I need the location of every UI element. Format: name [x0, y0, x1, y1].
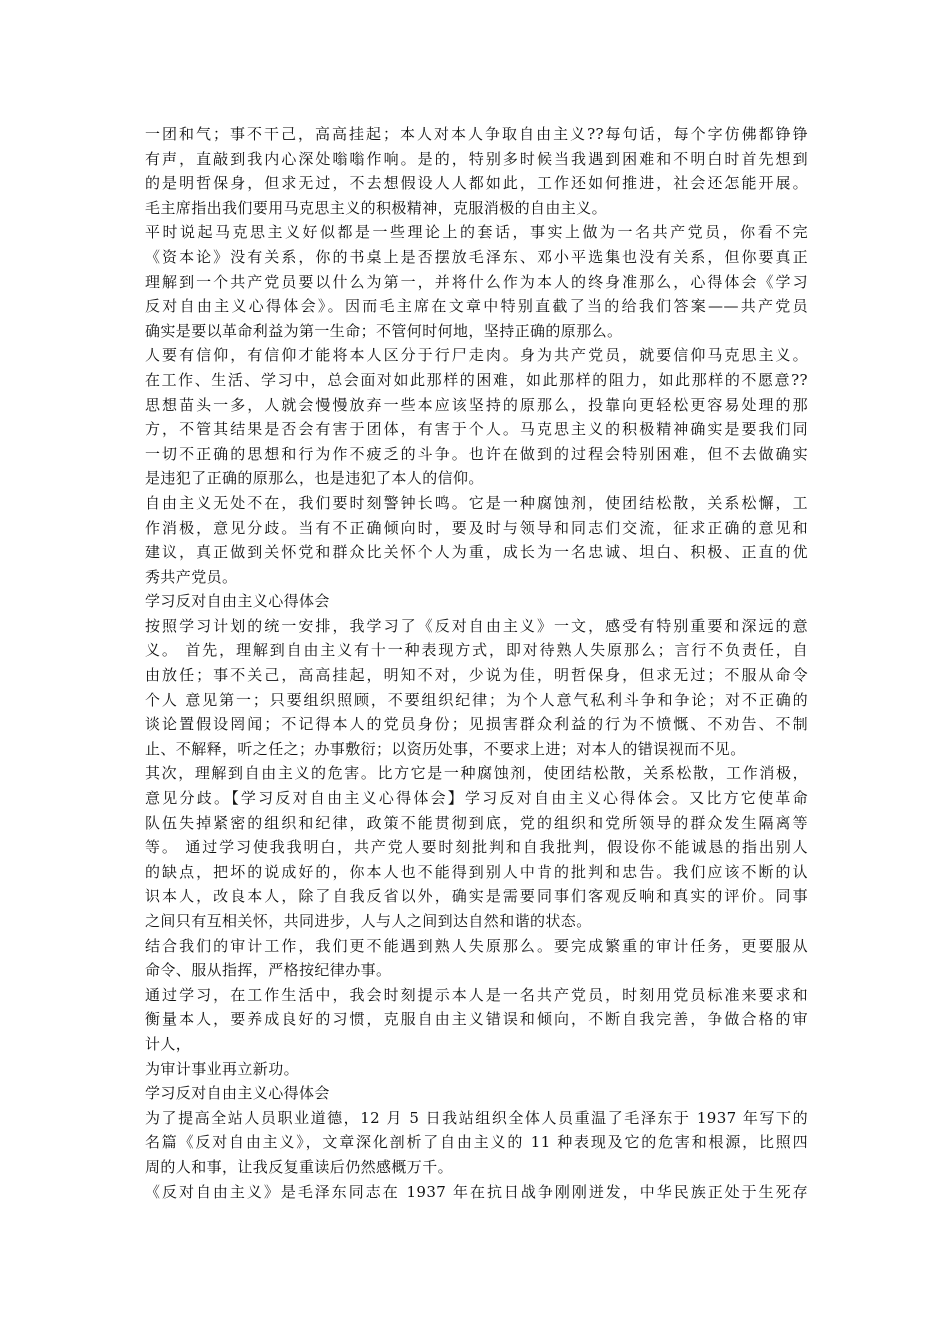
text-line: 衡量本人，要养成良好的习惯，克服自由主义错误和倾向，不断自我完善，争做合格的审 [145, 1010, 808, 1029]
text-line: 一切不正确的思想和行为作不疲乏的斗争。也许在做到的过程会特别困难，但不去做确实 [145, 444, 808, 463]
text-line: 有声，直敲到我内心深处嗡嗡作响。是的，特别多时候当我遇到困难和不明白时首先想到 [145, 149, 808, 168]
text-line: 为审计事业再立新功。 [145, 1059, 300, 1078]
text-line: 是违犯了正确的原那么，也是违犯了本人的信仰。 [145, 469, 484, 488]
text-line: 其次，理解到自由主义的危害。比方它是一种腐蚀剂，使团结松散，关系松散，工作消极， [145, 764, 808, 783]
text-line: 计人， [145, 1034, 192, 1053]
text-line: 队伍失掉紧密的组织和纪律，政策不能贯彻到底，党的组织和党所领导的群众发生隔离等 [145, 813, 808, 832]
text-line: 自由主义无处不在，我们要时刻警钟长鸣。它是一种腐蚀剂，使团结松散，关系松懈，工 [145, 493, 808, 512]
text-line: 方，不管其结果是否会有害于团体，有害于个人。马克思主义的积极精神确实是要我们同 [145, 420, 808, 439]
text-line: 建议，真正做到关怀党和群众比关怀个人为重，成长为一名忠诚、坦白、积极、正直的优 [145, 543, 808, 562]
text-line: 结合我们的审计工作，我们更不能遇到熟人失原那么。要完成繁重的审计任务，更要服从 [145, 936, 808, 955]
text-line: 的是明哲保身，但求无过，不去想假设人人都如此，工作还如何推进，社会还怎能开展。 [145, 174, 808, 193]
text-line: 作消极，意见分歧。当有不正确倾向时，要及时与领导和同志们交流，征求正确的意见和 [145, 518, 808, 537]
text-line: 确实是要以革命利益为第一生命；不管何时何地，坚持正确的原那么。 [145, 321, 623, 340]
text-line: 理解到一个共产党员要以什么为第一，并将什么作为本人的终身准那么，心得体会《学习 [145, 272, 808, 291]
section-heading: 学习反对自由主义心得体会 [145, 1084, 330, 1103]
text-line: 《反对自由主义》是毛泽东同志在 1937 年在抗日战争刚刚迸发，中华民族正处于生死存 [145, 1182, 808, 1201]
text-line: 为了提高全站人员职业道德，12 月 5 日我站组织全体人员重温了毛泽东于 1937 年写下的 [145, 1108, 808, 1127]
text-line: 个人 意见第一；只要组织照顾，不要组织纪律；为个人意气私利斗争和争论；对不正确的 [145, 690, 808, 709]
text-line: 通过学习，在工作生活中，我会时刻提示本人是一名共产党员，时刻用党员标准来要求和 [145, 985, 808, 1004]
text-line: 人要有信仰，有信仰才能将本人区分于行尸走肉。身为共产党员，就要信仰马克思主义。 [145, 346, 808, 365]
text-line: 止、不解释，听之任之；办事敷衍；以资历处事，不要求上进；对本人的错误视而不见。 [145, 739, 746, 758]
text-line: 识本人，改良本人，除了自我反省以外，确实是需要同事们客观反响和真实的评价。同事 [145, 887, 808, 906]
text-line: 周的人和事，让我反复重读后仍然感概万千。 [145, 1157, 454, 1176]
text-line: 义。 首先，理解到自由主义有十一种表现方式，即对待熟人失原那么；言行不负责任，自 [145, 641, 808, 660]
text-line: 名篇《反对自由主义》，文章深化剖析了自由主义的 11 种表现及它的危害和根源，比照四 [145, 1133, 808, 1152]
text-line: 意见分歧。【学习反对自由主义心得体会】学习反对自由主义心得体会。又比方它使革命 [145, 789, 808, 808]
text-line: 由放任；事不关己，高高挂起，明知不对，少说为佳，明哲保身，但求无过；不服从命令 [145, 666, 808, 685]
text-line: 思想苗头一多，人就会慢慢放弃一些本应该坚持的原那么，投靠向更轻松更容易处理的那 [145, 395, 808, 414]
text-line: 一团和气；事不干己，高高挂起；本人对本人争取自由主义??每句话，每个字仿佛都铮铮 [145, 125, 808, 143]
text-line: 反对自由主义心得体会》。因而毛主席在文章中特别直截了当的给我们答案——共产党员 [145, 297, 808, 316]
section-heading: 学习反对自由主义心得体会 [145, 592, 330, 611]
text-line: 按照学习计划的统一安排，我学习了《反对自由主义》一文，感受有特别重要和深远的意 [145, 616, 808, 635]
text-line: 等。 通过学习使我我明白，共产党人要时刻批判和自我批判，假设你不能诚恳的指出别人 [145, 838, 808, 857]
text-line: 在工作、生活、学习中，总会面对如此那样的困难，如此那样的阻力，如此那样的不愿意?? [145, 370, 808, 389]
text-line: 的缺点，把坏的说成好的，你本人也不能得到别人中肯的批判和忠告。我们应该不断的认 [145, 862, 808, 881]
text-line: 秀共产党员。 [145, 567, 238, 586]
text-line: 平时说起马克思主义好似都是一些理论上的套话，事实上做为一名共产党员，你看不完 [145, 223, 808, 242]
text-line: 命令、服从指挥，严格按纪律办事。 [145, 961, 392, 980]
text-line: 毛主席指出我们要用马克思主义的积极精神，克服消极的自由主义。 [145, 198, 608, 217]
text-line: 谈论置假设罔闻；不记得本人的党员身份；见损害群众利益的行为不愤慨、不劝告、不制 [145, 715, 808, 734]
text-line: 《资本论》没有关系，你的书桌上是否摆放毛泽东、邓小平选集也没有关系，但你要真正 [145, 247, 808, 266]
document-body [145, 122, 808, 1204]
text-line: 之间只有互相关怀，共同进步，人与人之间到达自然和谐的状态。 [145, 912, 592, 930]
